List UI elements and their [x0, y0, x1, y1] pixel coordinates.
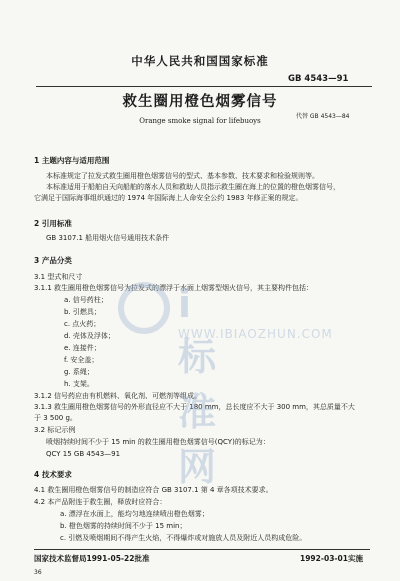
- component-list-item: d. 壳体及浮体；: [64, 332, 115, 340]
- clause-4-2: 4.2 本产品附连于救生圈，释放时应符合：: [34, 498, 167, 506]
- national-standard-heading: 中华人民共和国国家标准: [131, 54, 269, 68]
- approval-date: 国家技术监督局1991-05-22批准: [34, 554, 150, 563]
- requirement-item-a: a. 漂浮在水面上，能均匀地连续喷出橙色烟雾；: [60, 510, 209, 518]
- component-list-item: f. 安全盖；: [64, 356, 99, 364]
- marking-example-text: 喷烟持续时间不少于 15 min 的救生圈用橙色烟雾信号(QCY)的标记为：: [46, 438, 270, 446]
- watermark-url: WWW.IBIAOZHUN.COM: [178, 327, 333, 341]
- requirement-item-b: b. 橙色烟雾的持续时间不少于 15 min；: [60, 522, 187, 530]
- header-rule: [36, 86, 372, 87]
- referenced-standard: GB 3107.1 船用烟火信号通用技术条件: [46, 234, 170, 242]
- watermark-title: i标准网: [178, 282, 223, 489]
- section-1-paragraph-1: 本标准规定了拉发式救生圈用橙色烟雾信号的型式、基本参数、技术要求和检验规则等。: [46, 172, 319, 180]
- standard-code: GB 4543—91: [288, 74, 349, 84]
- requirement-item-c: c. 引燃及喷烟期间不得产生火焰，不得爆炸或对施放人员及附近人员构成危险。: [60, 534, 307, 542]
- clause-3-1-3b: 于 3 500 g。: [34, 414, 77, 422]
- marking-example-code: QCY 15 GB 4543—91: [46, 450, 121, 458]
- component-list-item: g. 系绳；: [64, 368, 94, 376]
- clause-3-1-2: 3.1.2 信号药应由有机燃料、氧化剂、可燃剂等组成。: [34, 392, 202, 400]
- section-1-paragraph-2a: 本标准适用于船舶自天向船舶的落水人员和救助人员指示救生圈在海上的位置的橙色烟雾信号，: [46, 183, 340, 191]
- document-title-en: Orange smoke signal for lifebuoys: [139, 117, 261, 125]
- clause-3-1: 3.1 型式和尺寸: [34, 273, 83, 281]
- clause-3-1-1: 3.1.1 救生圈用橙色烟雾信号为拉发式的漂浮于水面上烟雾型烟火信号，其主要构件包括：: [34, 284, 314, 292]
- component-list-item: a. 信号药柱；: [64, 296, 108, 304]
- section-4-heading: 4 技术要求: [34, 470, 72, 479]
- section-3-heading: 3 产品分类: [34, 256, 72, 265]
- clause-3-1-3a: 3.1.3 救生圈用橙色烟雾信号的外形直径应不大于 180 mm，总长度应不大于 300 mm，其总质量不大: [34, 403, 355, 411]
- document-title-cn: 救生圈用橙色烟雾信号: [122, 94, 278, 110]
- page-number: 36: [34, 569, 42, 576]
- section-2-heading: 2 引用标准: [34, 219, 72, 228]
- component-list-item: b. 引燃具；: [64, 308, 101, 316]
- clause-4-1: 4.1 救生圈用橙色烟雾信号的制造应符合 GB 3107.1 第 4 章各项技术要求。: [34, 486, 273, 494]
- component-list-item: c. 点火药；: [64, 320, 101, 328]
- footer-rule: [34, 549, 370, 550]
- section-1-heading: 1 主题内容与适用范围: [34, 156, 110, 165]
- component-list-item: h. 支架。: [64, 380, 94, 388]
- replaced-standard: 代替 GB 4543—84: [296, 113, 350, 120]
- component-list-item: e. 连接件；: [64, 344, 101, 352]
- clause-3-2: 3.2 标记示例: [34, 426, 76, 434]
- implementation-date: 1992-03-01实施: [300, 554, 363, 563]
- section-1-paragraph-2b: 它满足于国际海事组织通过的 1974 年国际海上人命安全公约 1983 年修正案的规定。: [34, 194, 303, 202]
